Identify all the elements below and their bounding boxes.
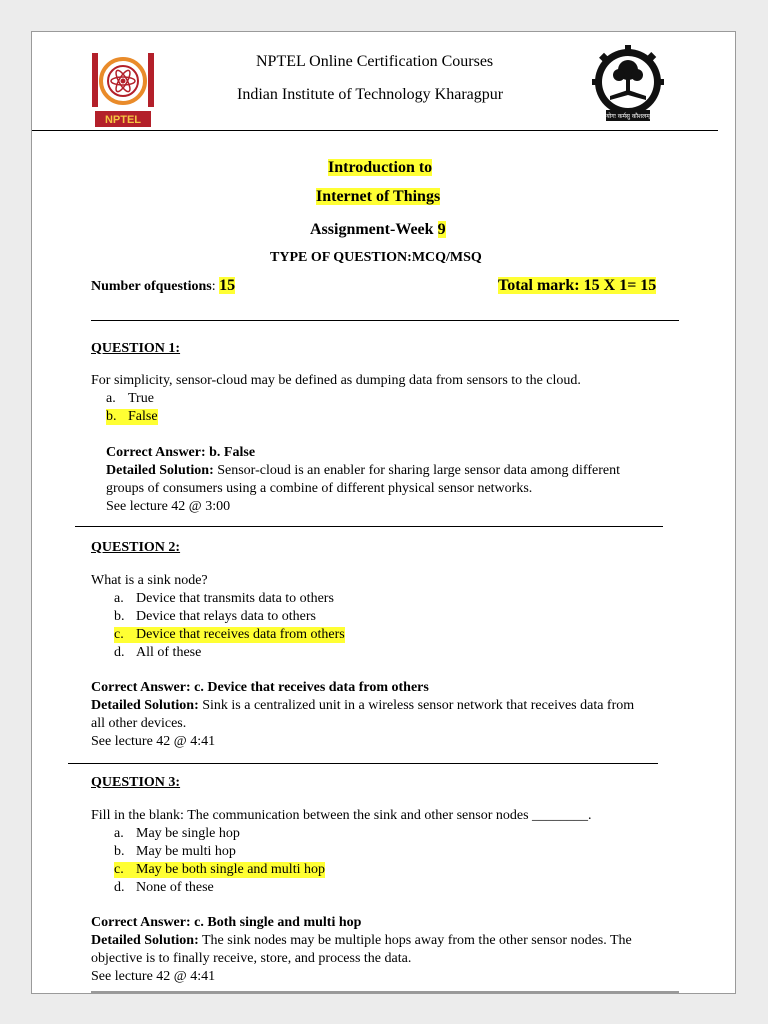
question-1-solution-line-2: groups of consumers using a combine of different physical sensor networks. [106,481,533,496]
question-type: TYPE OF QUESTION:MCQ/MSQ [270,250,482,265]
question-1-lecture: See lecture 42 @ 3:00 [106,499,231,514]
question-1-solution-line-1: Detailed Solution: Sensor-cloud is an enabler for sharing large sensor data among different [106,463,620,478]
question-2-solution-line-2: all other devices. [91,716,187,731]
header-line-1: NPTEL Online Certification Courses [256,53,494,70]
iit-logo-motto: योगः कर्मसु कौशलम् [606,113,650,120]
nptel-logo [91,51,155,129]
number-of-questions: Number ofquestions: 15 [91,277,236,294]
course-title-line-1: Introduction to [328,159,433,176]
question-1-option-b: b. False [106,409,158,424]
question-3-lecture: See lecture 42 @ 4:41 [91,969,216,984]
question-2-solution-line-1: Detailed Solution: Sink is a centralized unit in a wireless sensor network that receives data from [91,698,635,713]
question-3-heading: QUESTION 3: [91,775,181,790]
question-2-option-a: a. Device that transmits data to others [114,591,334,606]
total-mark: Total mark: 15 X 1= 15 [498,277,657,294]
question-3-option-b: b. May be multi hop [114,844,236,859]
question-2-option-b: b. Device that relays data to others [114,609,316,624]
question-1-option-a: a. True [106,391,154,406]
nptel-logo-text: NPTEL [104,114,142,126]
question-1-answer: Correct Answer: b. False [106,445,256,460]
question-1-divider [75,526,663,527]
question-3-option-a: a. May be single hop [114,826,240,841]
question-2-text: What is a sink node? [91,573,208,588]
iit-kharagpur-logo [592,44,664,124]
assignment-week: Assignment-Week 9 [310,221,446,238]
question-2-heading: QUESTION 2: [91,540,181,555]
question-2-option-d: d. All of these [114,645,202,660]
question-2-answer: Correct Answer: c. Device that receives data from others [91,680,429,695]
question-1-text: For simplicity, sensor-cloud may be defined as dumping data from sensors to the cloud. [91,373,581,388]
question-3-option-d: d. None of these [114,880,214,895]
question-3-option-c: c. May be both single and multi hop [114,862,325,877]
meta-divider [91,320,679,321]
document-page [31,31,736,994]
question-2-lecture: See lecture 42 @ 4:41 [91,734,216,749]
question-2-divider [68,763,658,764]
question-1-heading: QUESTION 1: [91,341,181,356]
header-divider [32,130,718,131]
question-3-solution-line-1: Detailed Solution: The sink nodes may be multiple hops away from the other sensor nodes. The [91,933,632,948]
question-3-divider [91,991,679,993]
question-3-text: Fill in the blank: The communication between the sink and other sensor nodes ________. [91,808,592,823]
question-3-answer: Correct Answer: c. Both single and multi hop [91,915,362,930]
course-title-line-2: Internet of Things [316,188,441,205]
question-3-solution-line-2: objective is to finally receive, store, and process the data. [91,951,412,966]
question-2-option-c: c. Device that receives data from others [114,627,345,642]
header-line-2: Indian Institute of Technology Kharagpur [237,86,504,103]
